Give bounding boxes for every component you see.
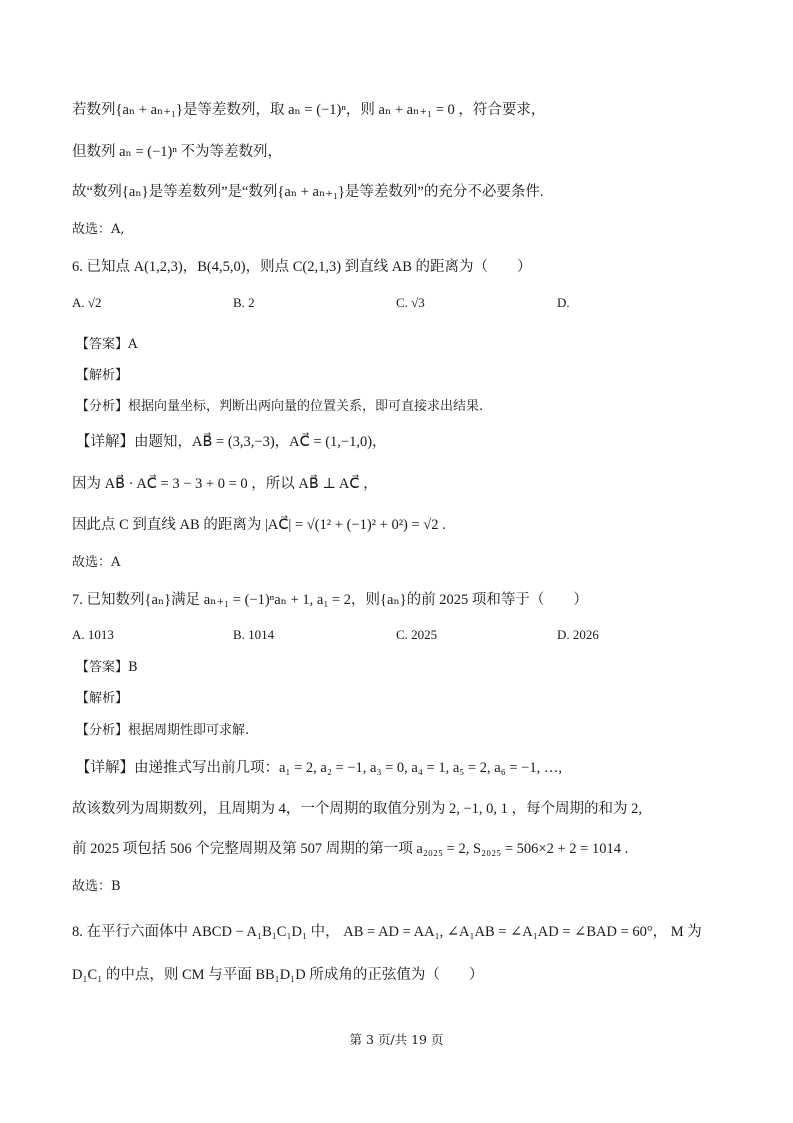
text-line: 但数列 aₙ = (−1)ⁿ 不为等差数列， xyxy=(72,144,283,160)
option-c: C. √3 xyxy=(396,295,425,310)
analysis-6: 【分析】根据向量坐标，判断出两向量的位置关系，即可直接求出结果. xyxy=(76,399,484,414)
detail-7-b: 故该数列为周期数列，且周期为 4，一个周期的取值分别为 2, −1, 0, 1 ，每个周期的和为 2, xyxy=(72,801,643,817)
detail-7: 【详解】由递推式写出前几项：a₁ = 2, a₂ = −1, a₃ = 0, a₄ = 1, a₅ = 2, a₆ = −1, …, xyxy=(76,760,562,776)
option-b: B. 1014 xyxy=(233,627,275,642)
question-8-b: D₁C₁ 的中点，则 CM 与平面 BB₁D₁D 所成角的正弦值为（ ） xyxy=(72,967,484,983)
analysis-heading-6: 【解析】 xyxy=(76,368,129,383)
option-d: D. 2026 xyxy=(557,627,599,642)
conclusion-6: 故选：A xyxy=(72,555,121,570)
question-7: 7. 已知数列{aₙ}满足 aₙ₊₁ = (−1)ⁿaₙ + 1, a₁ = 2，则{aₙ}的前 2025 项和等于（ ） xyxy=(72,592,588,608)
option-c: C. 2025 xyxy=(396,627,438,642)
detail-7-c: 前 2025 项包括 506 个完整周期及第 507 周期的第一项 a₂₀₂₅ = 2, S₂₀₂₅ = 506×2 + 2 = 1014 . xyxy=(72,841,629,857)
detail-6-c: 因此点 C 到直线 AB 的距离为 |AC⃗| = √(1² + (−1)² + 0²) = √2 . xyxy=(72,517,446,533)
question-6: 6. 已知点 A(1,2,3)，B(4,5,0)，则点 C(2,1,3) 到直线 AB 的距离为（ ） xyxy=(72,259,532,275)
text-line: 故“数列{aₙ}是等差数列”是“数列{aₙ + aₙ₊₁}是等差数列”的充分不必要条件. xyxy=(72,184,544,200)
question-8: 8. 在平行六面体中 ABCD − A₁B₁C₁D₁ 中， AB = AD = AA₁, ∠A₁AB = ∠A₁AD = ∠BAD = 60°， M 为 xyxy=(72,924,702,940)
conclusion-7: 故选：B xyxy=(72,879,121,894)
analysis-7: 【分析】根据周期性即可求解. xyxy=(76,723,250,738)
option-a: A. √2 xyxy=(72,295,102,310)
option-d: D. xyxy=(557,295,570,310)
page-footer: 第 3 页/共 19 页 xyxy=(349,1032,444,1047)
detail-6: 【详解】由题知，AB⃗ = (3,3,−3)，AC⃗ = (1,−1,0)， xyxy=(76,434,387,450)
detail-6-b: 因为 AB⃗ · AC⃗ = 3 − 3 + 0 = 0 ，所以 AB⃗ ⊥ AC⃗ ， xyxy=(72,476,378,492)
option-a: A. 1013 xyxy=(72,627,114,642)
analysis-heading-7: 【解析】 xyxy=(76,691,129,706)
answer-6: 【答案】A xyxy=(76,337,138,352)
answer-7: 【答案】B xyxy=(76,660,138,675)
text-line: 故选：A, xyxy=(72,222,125,237)
option-b: B. 2 xyxy=(233,295,255,310)
text-line: 若数列{aₙ + aₙ₊₁}是等差数列，取 aₙ = (−1)ⁿ，则 aₙ + aₙ₊₁ = 0 ，符合要求， xyxy=(72,102,546,118)
